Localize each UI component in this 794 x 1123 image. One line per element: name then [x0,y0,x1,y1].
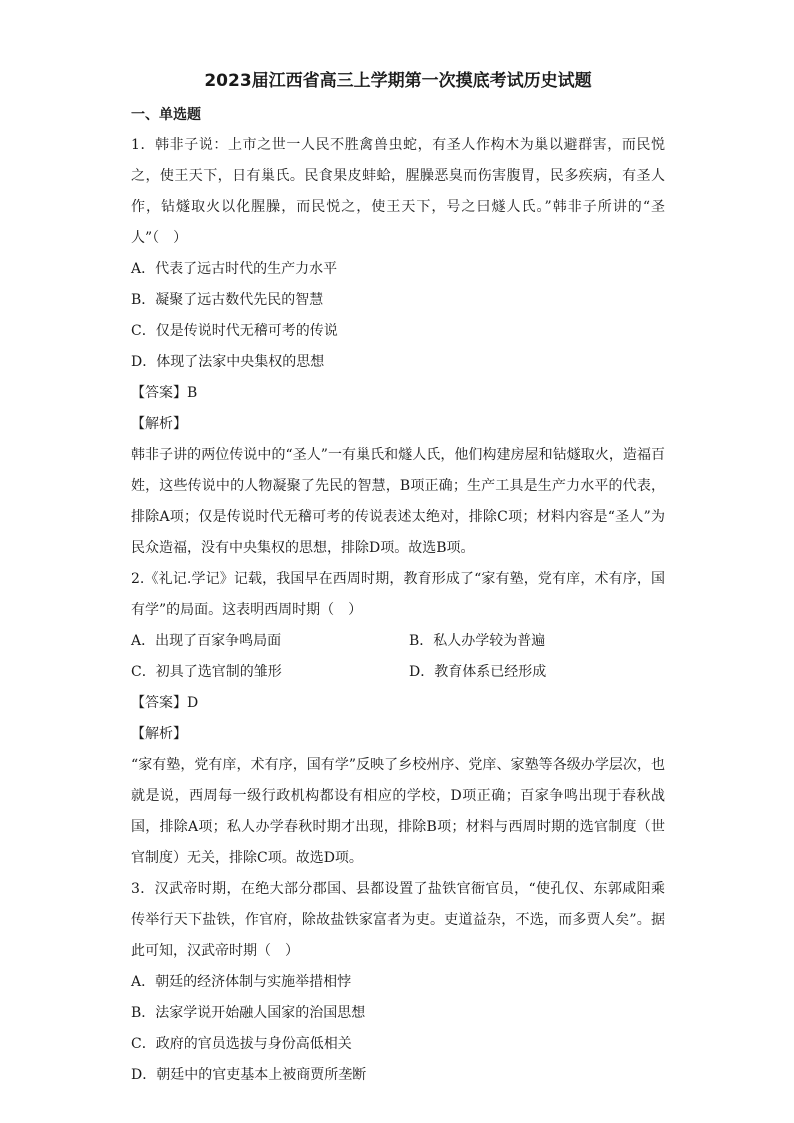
option-c: C．仅是传说时代无稽可考的传说 [131,323,338,339]
page-title: 2023届江西省高三上学期第一次摸底考试历史试题 [204,71,592,91]
question-stem: 1．韩非子说：上市之世一人民不胜禽兽虫蛇，有圣人作构木为巢以避群害，而民悦之，使王天下，日有巢氏。民食果皮蚌蛤，腥臊恶臭而伤害腹胃，民多疾病，有圣人作，钻燧取火以化腥臊，而民悦之，使王天下，号之曰燧人氏。”韩非子所讲的“圣人”（ ） [131,137,665,246]
option-d: D．教育体系已经形成 [409,664,547,680]
option-a: A．朝廷的经济体制与实施举措相悖 [131,974,352,990]
analysis-text: “家有塾，党有庠，术有序，国有学”反映了乡校州序、党庠、家塾等各级办学层次，也就是说，西周每一级行政机构都设有相应的学校，D项正确；百家争鸣出现于春秋战国，排除A项；私人办学春秋时期才出现，排除B项；材料与西周时期的选官制度（世官制度）无关，排除C项。故选D项。 [131,757,665,866]
section-heading: 一、单选题 [131,107,201,123]
options-grid [131,626,665,688]
answer-label: 【答案】B [131,385,198,401]
option-b: B．凝聚了远古数代先民的智慧 [131,292,324,308]
analysis-label: 【解析】 [131,416,187,432]
option-a: A．出现了百家争鸣局面 [131,633,282,649]
answer-label: 【答案】D [131,695,199,711]
option-a: A．代表了远古时代的生产力水平 [131,261,338,277]
option-c: C．初具了选官制的雏形 [131,664,282,680]
question-1 [131,130,665,564]
question-2 [131,564,665,874]
option-b: B．私人办学较为普遍 [409,633,546,649]
option-d: D．体现了法家中央集权的思想 [131,354,325,370]
question-stem: 3．汉武帝时期，在绝大部分郡国、县都设置了盐铁官衙官员，“使孔仅、东郭咸阳乘传举行天下盐铁，作官府，除故盐铁家富者为吏。吏道益杂，不选，而多贾人矣”。据此可知，汉武帝时期（ ） [131,881,665,959]
analysis-label: 【解析】 [131,726,187,742]
option-c: C．政府的官员选拔与身份高低相关 [131,1036,352,1052]
question-stem: 2.《礼记.学记》记载，我国早在西周时期，教育形成了“家有塾，党有庠，术有序，国有学”的局面。这表明西周时期（ ） [131,571,665,618]
option-d: D．朝廷中的官吏基本上被商贾所垄断 [131,1067,367,1083]
question-3 [131,874,665,1091]
option-b: B．法家学说开始融人国家的治国思想 [131,1005,366,1021]
exam-page [131,66,665,1091]
analysis-text: 韩非子讲的两位传说中的“圣人”一有巢氏和燧人氏，他们构建房屋和钻燧取火，造福百姓，这些传说中的人物凝聚了先民的智慧，B项正确；生产工具是生产力水平的代表，排除A项；仅是传说时代无稽可考的传说表述太绝对，排除C项；材料内容是“圣人”为民众造福，没有中央集权的思想，排除D项。故选B项。 [131,447,665,556]
